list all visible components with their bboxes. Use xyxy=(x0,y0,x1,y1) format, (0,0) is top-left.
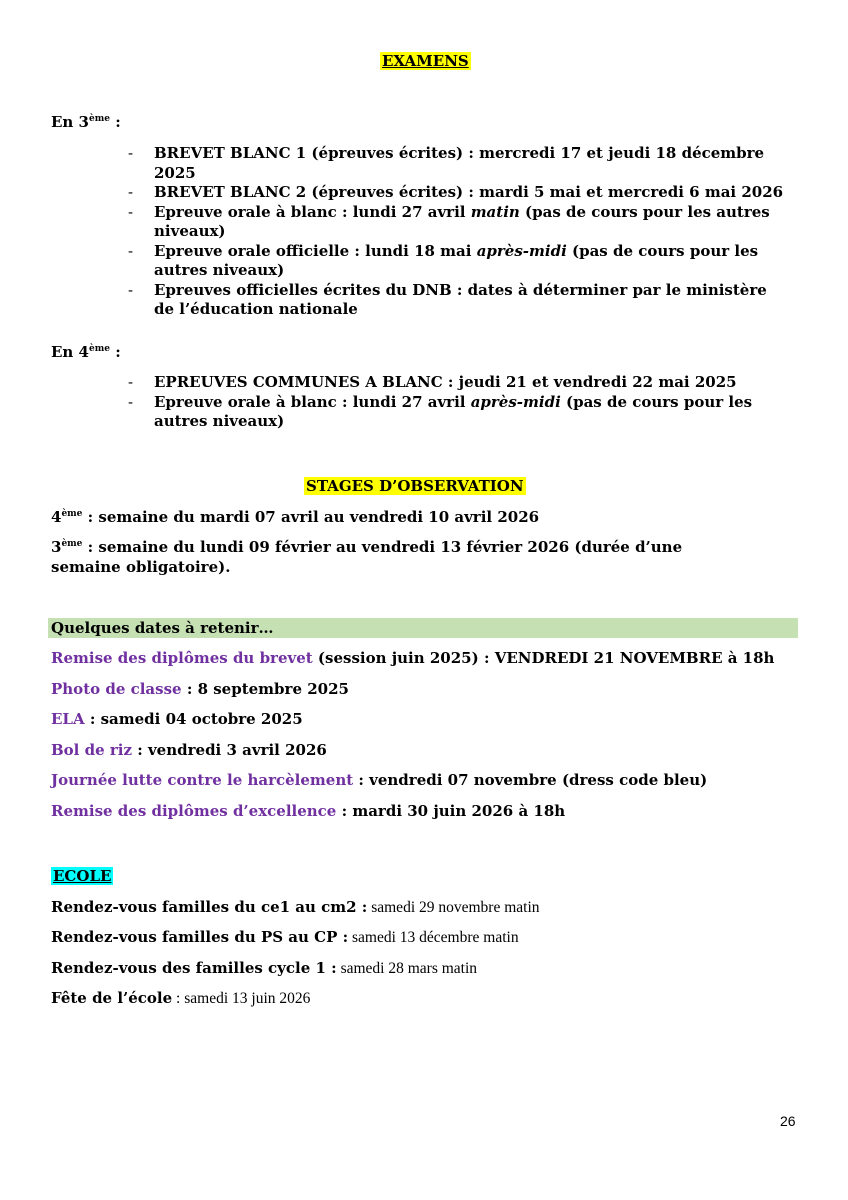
dates-header: Quelques dates à retenir… xyxy=(51,619,274,637)
date-item-photo: Photo de classe : 8 septembre 2025 xyxy=(51,680,349,698)
date-item-harcelement: Journée lutte contre le harcèlement : vendredi 07 novembre (dress code bleu) xyxy=(51,771,708,789)
ecole-item-ps-cp: Rendez-vous familles du PS au CP : samedi 13 décembre matin xyxy=(51,928,519,946)
ecole-item-ce1-cm2: Rendez-vous familles du ce1 au cm2 : samedi 29 novembre matin xyxy=(51,898,540,916)
list-item: - Epreuves officielles écrites du DNB : dates à déterminer par le ministère de l’éducation nationale xyxy=(128,280,767,318)
date-item-ela: ELA : samedi 04 octobre 2025 xyxy=(51,710,303,728)
stages-title: STAGES D’OBSERVATION xyxy=(306,477,524,495)
stage-4eme: 4ème : semaine du mardi 07 avril au vendredi 10 avril 2026 xyxy=(51,508,540,526)
troisieme-list xyxy=(128,144,788,320)
page-number: 26 xyxy=(780,1113,796,1129)
list-item: - BREVET BLANC 1 (épreuves écrites) : mercredi 17 et jeudi 18 décembre 2025 xyxy=(128,144,765,182)
quatrieme-label: En 4ème : xyxy=(51,343,121,361)
quatrieme-list xyxy=(128,373,788,432)
troisieme-label: En 3ème : xyxy=(51,113,121,131)
list-item: - BREVET BLANC 2 (épreuves écrites) : mardi 5 mai et mercredi 6 mai 2026 xyxy=(128,183,784,201)
stage-3eme: 3ème : semaine du lundi 09 février au vendredi 13 février 2026 (durée d’une semaine obligatoire). xyxy=(51,538,683,576)
ecole-item-cycle1: Rendez-vous des familles cycle 1 : samedi 28 mars matin xyxy=(51,959,478,977)
list-item: - EPREUVES COMMUNES A BLANC : jeudi 21 et vendredi 22 mai 2025 xyxy=(128,373,737,391)
list-item: - Epreuve orale officielle : lundi 18 mai après-midi (pas de cours pour les autres niveaux) xyxy=(128,241,759,279)
date-item-brevet: Remise des diplômes du brevet (session juin 2025) : VENDREDI 21 NOVEMBRE à 18h xyxy=(51,649,775,667)
date-item-excellence: Remise des diplômes d’excellence : mardi 30 juin 2026 à 18h xyxy=(51,802,566,820)
examens-title: EXAMENS xyxy=(382,52,469,70)
date-item-bol-de-riz: Bol de riz : vendredi 3 avril 2026 xyxy=(51,741,327,759)
ecole-item-fete: Fête de l’école : samedi 13 juin 2026 xyxy=(51,989,311,1007)
ecole-title: ECOLE xyxy=(53,867,112,885)
list-item: - Epreuve orale à blanc : lundi 27 avril matin (pas de cours pour les autres niveaux) xyxy=(128,202,770,240)
list-item: - Epreuve orale à blanc : lundi 27 avril après-midi (pas de cours pour les autres niveaux) xyxy=(128,392,753,430)
